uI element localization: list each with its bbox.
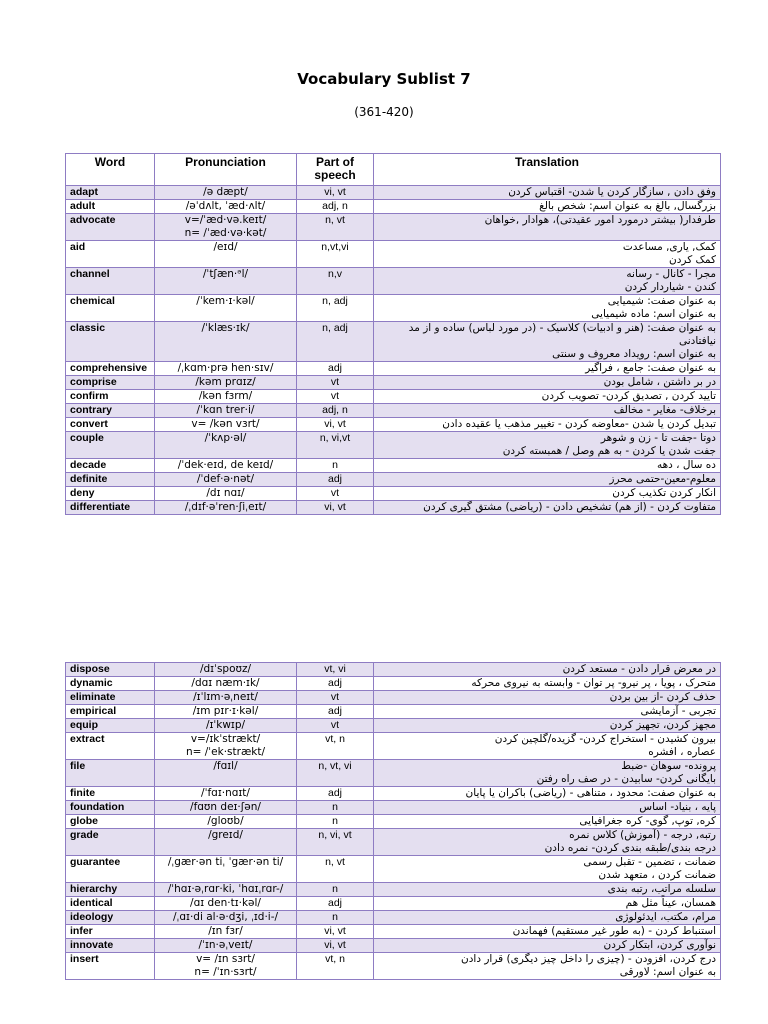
translation-cell: به عنوان صفت: شیمیایی به عنوان اسم: ماده شیمیایی xyxy=(374,295,721,322)
word-cell: comprehensive xyxy=(66,362,155,376)
word-cell: insert xyxy=(66,953,155,980)
word-cell: innovate xyxy=(66,939,155,953)
pronunciation-cell: /eɪd/ xyxy=(155,241,297,268)
part-of-speech-cell: n, vi, vt xyxy=(297,829,374,856)
translation-cell: همسان، عیناً مثل هم xyxy=(374,897,721,911)
table-row xyxy=(66,362,721,376)
part-of-speech-cell: vt, n xyxy=(297,953,374,980)
word-cell: finite xyxy=(66,787,155,801)
word-cell: hierarchy xyxy=(66,883,155,897)
translation-cell: سلسله مراتب، رتبه بندی xyxy=(374,883,721,897)
pronunciation-cell: /ɪˈkwɪp/ xyxy=(155,719,297,733)
table-row xyxy=(66,241,721,268)
translation-cell: در بر داشتن ، شامل بودن xyxy=(374,376,721,390)
pronunciation-cell: /ˌkɑm·prə hen·sɪv/ xyxy=(155,362,297,376)
part-of-speech-cell: n xyxy=(297,911,374,925)
table-row xyxy=(66,501,721,515)
table-row xyxy=(66,760,721,787)
pronunciation-cell: /ˈɪn·əˌveɪt/ xyxy=(155,939,297,953)
part-of-speech-cell: adj xyxy=(297,705,374,719)
word-cell: aid xyxy=(66,241,155,268)
word-cell: extract xyxy=(66,733,155,760)
translation-cell: برخلاف- مغایر - مخالف xyxy=(374,404,721,418)
word-cell: advocate xyxy=(66,214,155,241)
word-cell: file xyxy=(66,760,155,787)
table-row xyxy=(66,295,721,322)
table-row xyxy=(66,487,721,501)
part-of-speech-cell: adj xyxy=(297,473,374,487)
part-of-speech-cell: vt xyxy=(297,691,374,705)
word-cell: classic xyxy=(66,322,155,362)
word-cell: couple xyxy=(66,432,155,459)
table-row xyxy=(66,663,721,677)
pronunciation-cell: v=/ˈæd·və.keɪt/ n= /ˈæd·və·kət/ xyxy=(155,214,297,241)
table-row xyxy=(66,705,721,719)
pronunciation-cell: /ˈtʃæn·ᵊl/ xyxy=(155,268,297,295)
translation-cell: وفق دادن , سازگار کردن یا شدن- اقتباس کردن xyxy=(374,186,721,200)
word-cell: guarantee xyxy=(66,856,155,883)
header-pronunciation: Pronunciation xyxy=(155,154,297,186)
translation-cell: متحرک ، پویا ، پر نیرو- پر توان - وابسته به نیروی محرکه xyxy=(374,677,721,691)
part-of-speech-cell: vt, vi xyxy=(297,663,374,677)
translation-cell: متفاوت کردن - (از هم) تشخیص دادن - (ریاضی) مشتق گیری کردن xyxy=(374,501,721,515)
table-row xyxy=(66,953,721,980)
word-cell: eliminate xyxy=(66,691,155,705)
word-cell: confirm xyxy=(66,390,155,404)
part-of-speech-cell: adj xyxy=(297,677,374,691)
word-cell: empirical xyxy=(66,705,155,719)
word-cell: comprise xyxy=(66,376,155,390)
word-cell: definite xyxy=(66,473,155,487)
translation-cell: طرفدار( بیشتر درمورد امور عقیدتی)، هوادار ,خواهان xyxy=(374,214,721,241)
pronunciation-cell: /ɪn fɜr/ xyxy=(155,925,297,939)
pronunciation-cell: /dɪˈspoʊz/ xyxy=(155,663,297,677)
part-of-speech-cell: n, adj xyxy=(297,295,374,322)
pronunciation-cell: /ˈdek·eɪd, de keɪd/ xyxy=(155,459,297,473)
pronunciation-cell: /əˈdʌlt, ˈæd·ʌlt/ xyxy=(155,200,297,214)
part-of-speech-cell: n xyxy=(297,883,374,897)
translation-cell: استنباط کردن - (به طور غیر مستقیم) فهماندن xyxy=(374,925,721,939)
pronunciation-cell: /ˌɑɪ·di al·ə·dʒi, ˌɪd·i-/ xyxy=(155,911,297,925)
translation-cell: به عنوان صفت: (هنر و ادبیات) کلاسیک - (در مورد لباس) ساده و از مد نیافتادنی به عنوان اسم: رویداد معروف و سنتی xyxy=(374,322,721,362)
part-of-speech-cell: vt, n xyxy=(297,733,374,760)
pronunciation-cell: /ˈklæs·ɪk/ xyxy=(155,322,297,362)
table-row xyxy=(66,733,721,760)
part-of-speech-cell: adj xyxy=(297,362,374,376)
vocabulary-table-2 xyxy=(65,662,721,980)
part-of-speech-cell: n, vt, vi xyxy=(297,760,374,787)
pronunciation-cell: /fɑʊn deɪ·ʃən/ xyxy=(155,801,297,815)
part-of-speech-cell: n,vt,vi xyxy=(297,241,374,268)
table-row xyxy=(66,815,721,829)
table-row xyxy=(66,719,721,733)
word-cell: decade xyxy=(66,459,155,473)
table-row xyxy=(66,376,721,390)
pronunciation-cell: /ɪˈlɪm·əˌneɪt/ xyxy=(155,691,297,705)
pronunciation-cell: /fɑɪl/ xyxy=(155,760,297,787)
translation-cell: تبدیل کردن یا شدن -معاوضه کردن - تغییر مذهب یا عقیده دادن xyxy=(374,418,721,432)
translation-cell: بزرگسال, بالغ به عنوان اسم: شخص بالغ xyxy=(374,200,721,214)
translation-cell: مجرا - کانال - رسانه کندن - شیاردار کردن xyxy=(374,268,721,295)
pronunciation-cell: /ə dæpt/ xyxy=(155,186,297,200)
word-cell: differentiate xyxy=(66,501,155,515)
translation-cell: در معرض قرار دادن - مستعد کردن xyxy=(374,663,721,677)
part-of-speech-cell: n xyxy=(297,815,374,829)
table-row xyxy=(66,925,721,939)
translation-cell: پایه ، بنیاد- اساس xyxy=(374,801,721,815)
pronunciation-cell: /ˈfɑɪ·nɑɪt/ xyxy=(155,787,297,801)
word-cell: grade xyxy=(66,829,155,856)
translation-cell: نوآوری کردن، ابتکار کردن xyxy=(374,939,721,953)
part-of-speech-cell: n xyxy=(297,459,374,473)
translation-cell: بیرون کشیدن - استخراج کردن- گزیده/گلچین کردن عصاره ، افشره xyxy=(374,733,721,760)
translation-cell: حذف کردن -از بین بردن xyxy=(374,691,721,705)
word-cell: equip xyxy=(66,719,155,733)
pronunciation-cell: /ˈdef·ə·nət/ xyxy=(155,473,297,487)
translation-cell: درج کردن، افزودن - (چیزی را داخل چیز دیگری) قرار دادن به عنوان اسم: لاورقی xyxy=(374,953,721,980)
pronunciation-cell: /ˈkɑn trer·i/ xyxy=(155,404,297,418)
translation-cell: مجهز کردن، تجهیز کردن xyxy=(374,719,721,733)
part-of-speech-cell: adj xyxy=(297,787,374,801)
translation-cell: انکار کردن تکذیب کردن xyxy=(374,487,721,501)
translation-cell: به عنوان صفت: محدود ، متناهی - (ریاضی) باکران یا پایان xyxy=(374,787,721,801)
table-row xyxy=(66,214,721,241)
word-cell: adult xyxy=(66,200,155,214)
vocabulary-table-1 xyxy=(65,153,721,515)
table-row xyxy=(66,418,721,432)
translation-cell: کره, توپ, گوی- کره جغرافیایی xyxy=(374,815,721,829)
table-1-body xyxy=(66,186,721,515)
pronunciation-cell: /ɪm pɪr·ɪ·kəl/ xyxy=(155,705,297,719)
table-row xyxy=(66,322,721,362)
word-cell: adapt xyxy=(66,186,155,200)
part-of-speech-cell: vi, vt xyxy=(297,418,374,432)
pronunciation-cell: /ˌgær·ən tiˌ ˈgær·ən ti/ xyxy=(155,856,297,883)
table-row xyxy=(66,432,721,459)
table-row xyxy=(66,856,721,883)
part-of-speech-cell: n xyxy=(297,801,374,815)
part-of-speech-cell: adj, n xyxy=(297,404,374,418)
word-cell: ideology xyxy=(66,911,155,925)
pronunciation-cell: /ɑɪ den·tɪ·kəl/ xyxy=(155,897,297,911)
part-of-speech-cell: vt xyxy=(297,390,374,404)
part-of-speech-cell: vi, vt xyxy=(297,501,374,515)
part-of-speech-cell: adj, n xyxy=(297,200,374,214)
table-row xyxy=(66,883,721,897)
sublist-range: (361-420) xyxy=(354,105,414,119)
pronunciation-cell: /ˈkʌp·əl/ xyxy=(155,432,297,459)
translation-cell: تایید کردن , تصدیق کردن- تصویب کردن xyxy=(374,390,721,404)
word-cell: globe xyxy=(66,815,155,829)
part-of-speech-cell: n, vt xyxy=(297,856,374,883)
table-row xyxy=(66,691,721,705)
part-of-speech-cell: vt xyxy=(297,719,374,733)
table-row xyxy=(66,829,721,856)
part-of-speech-cell: vt xyxy=(297,487,374,501)
page-title: Vocabulary Sublist 7 xyxy=(297,70,471,88)
word-cell: identical xyxy=(66,897,155,911)
table-row xyxy=(66,897,721,911)
translation-cell: ده سال ، دهه xyxy=(374,459,721,473)
word-cell: dynamic xyxy=(66,677,155,691)
pronunciation-cell: v= /kən vɜrt/ xyxy=(155,418,297,432)
pronunciation-cell: /dɑɪ næm·ɪk/ xyxy=(155,677,297,691)
part-of-speech-cell: vi, vt xyxy=(297,925,374,939)
table-row xyxy=(66,200,721,214)
word-cell: dispose xyxy=(66,663,155,677)
header-part-of-speech: Part of speech xyxy=(297,154,374,186)
header-word: Word xyxy=(66,154,155,186)
word-cell: chemical xyxy=(66,295,155,322)
word-cell: contrary xyxy=(66,404,155,418)
pronunciation-cell: /ˈhɑɪ·əˌrɑr·ki, ˈhɑɪˌrɑr-/ xyxy=(155,883,297,897)
part-of-speech-cell: n, vi,vt xyxy=(297,432,374,459)
word-cell: deny xyxy=(66,487,155,501)
pronunciation-cell: v= /ɪn sɜrt/ n= /ˈɪn·sɜrt/ xyxy=(155,953,297,980)
table-row xyxy=(66,911,721,925)
pronunciation-cell: /greɪd/ xyxy=(155,829,297,856)
translation-cell: رتبه, درجه - (آموزش) کلاس نمره درجه بندی/طبقه بندی کردن- نمره دادن xyxy=(374,829,721,856)
table-row xyxy=(66,787,721,801)
word-cell: infer xyxy=(66,925,155,939)
translation-cell: دوتا -جفت تا - زن و شوهر جفت شدن یا کردن - به هم وصل / همبسته کردن xyxy=(374,432,721,459)
translation-cell: تجربی - آزمایشی xyxy=(374,705,721,719)
header-translation: Translation xyxy=(374,154,721,186)
translation-cell: پرونده- سوهان -ضبط بایگانی کردن- سابیدن - در صف راه رفتن xyxy=(374,760,721,787)
pronunciation-cell: /gloʊb/ xyxy=(155,815,297,829)
word-cell: foundation xyxy=(66,801,155,815)
table-row xyxy=(66,459,721,473)
pronunciation-cell: /kən fɜrm/ xyxy=(155,390,297,404)
part-of-speech-cell: n, vt xyxy=(297,214,374,241)
translation-cell: معلوم-معین-حتمی محرز xyxy=(374,473,721,487)
table-row xyxy=(66,268,721,295)
table-row xyxy=(66,473,721,487)
pronunciation-cell: /kəm prɑɪz/ xyxy=(155,376,297,390)
part-of-speech-cell: vi, vt xyxy=(297,939,374,953)
table-2-body xyxy=(66,663,721,980)
pronunciation-cell: /ˈkem·ɪ·kəl/ xyxy=(155,295,297,322)
pronunciation-cell: v=/ɪkˈstrækt/ n= /ˈek·strækt/ xyxy=(155,733,297,760)
translation-cell: به عنوان صفت: جامع ، فراگیر xyxy=(374,362,721,376)
translation-cell: کمک, یاری, مساعدت کمک کردن xyxy=(374,241,721,268)
word-cell: channel xyxy=(66,268,155,295)
translation-cell: ضمانت ، تضمین - تقبل رسمی ضمانت کردن ، متعهد شدن xyxy=(374,856,721,883)
part-of-speech-cell: vi, vt xyxy=(297,186,374,200)
part-of-speech-cell: n, adj xyxy=(297,322,374,362)
pronunciation-cell: /dɪ nɑɪ/ xyxy=(155,487,297,501)
table-header-row xyxy=(66,154,721,186)
translation-cell: مرام، مکتب، ایدئولوژی xyxy=(374,911,721,925)
part-of-speech-cell: vt xyxy=(297,376,374,390)
table-row xyxy=(66,677,721,691)
part-of-speech-cell: n,v xyxy=(297,268,374,295)
word-cell: convert xyxy=(66,418,155,432)
table-row xyxy=(66,939,721,953)
table-row xyxy=(66,390,721,404)
table-row xyxy=(66,801,721,815)
table-row xyxy=(66,186,721,200)
part-of-speech-cell: adj xyxy=(297,897,374,911)
table-row xyxy=(66,404,721,418)
pronunciation-cell: /ˌdɪf·əˈren·ʃiˌeɪt/ xyxy=(155,501,297,515)
